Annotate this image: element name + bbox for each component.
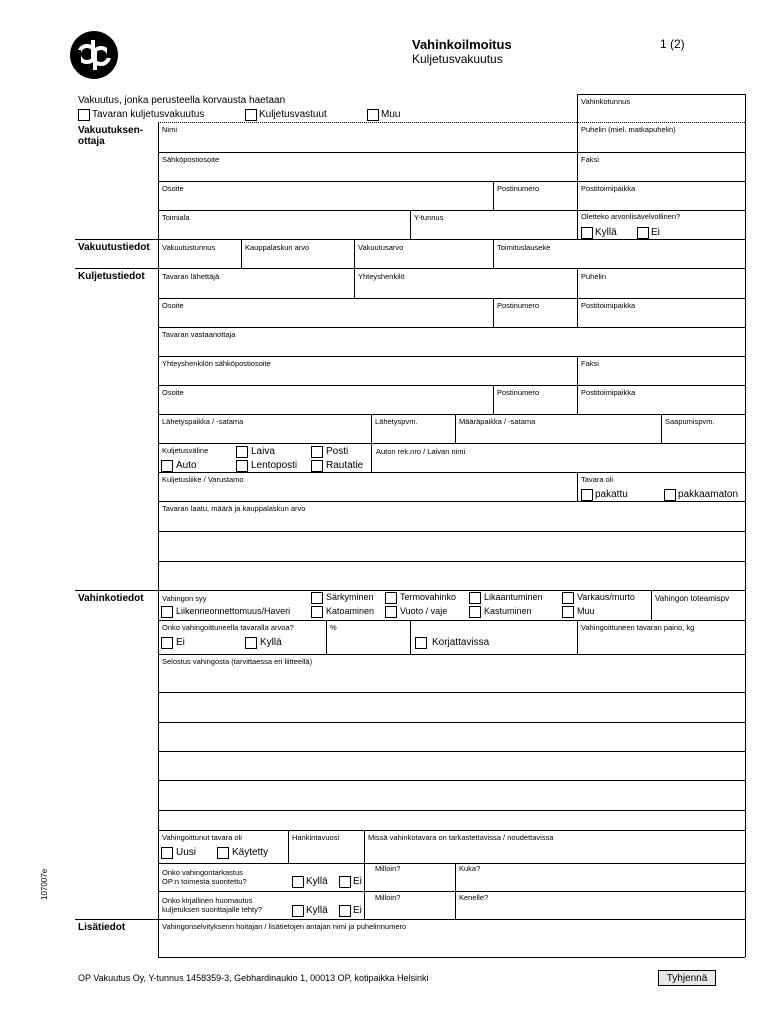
value-yes-label: Kyllä — [260, 637, 282, 648]
checkbox-new[interactable] — [161, 847, 173, 859]
checkbox-traffic[interactable] — [161, 606, 173, 618]
option-other-insurance: Muu — [381, 109, 401, 120]
checkbox-other-insurance[interactable] — [367, 109, 379, 121]
checkbox-rail[interactable] — [311, 460, 323, 472]
checkbox-soiling[interactable] — [469, 592, 481, 604]
checkbox-repairable[interactable] — [415, 637, 427, 649]
checkbox-loss[interactable] — [311, 606, 323, 618]
traffic-label: Liikenneonnettomuus/Haveri — [176, 606, 291, 616]
arrival-date-label: Saapumispvm. — [665, 417, 715, 426]
transport-postal-town-label: Postitoimipaikka — [581, 301, 636, 310]
sender-label: Tavaran lähettäjä — [162, 272, 220, 281]
when2-label: Milloin? — [375, 893, 401, 902]
handler-label: Vahingonselvityksenn hoitajan / lisätietojen antajan nimi ja puhelinnumero — [162, 922, 407, 931]
recipient-label: Tavaran vastaanottaja — [162, 330, 236, 339]
unpacked-label: pakkaamaton — [678, 489, 739, 500]
carrier-label: Kuljetusliike / Varustamo — [162, 475, 244, 484]
business-id-label: Y-tunnus — [414, 213, 444, 222]
acquisition-year-label: Hankintavuosi — [292, 833, 340, 842]
survey-question-line2: OP:n toimesta suoritettu? — [162, 877, 247, 886]
checkbox-air-post[interactable] — [236, 460, 248, 472]
email-label: Sähköpostiosoite — [162, 155, 220, 164]
transport-address-label: Osoite — [162, 301, 184, 310]
packed-label: pakattu — [595, 489, 628, 500]
checkbox-other-cause[interactable] — [562, 606, 574, 618]
checkbox-carrier-liability[interactable] — [245, 109, 257, 121]
contact-email-label: Yhteyshenkilön sähköpostiosoite — [162, 359, 271, 368]
soiling-label: Likaantuminen — [484, 592, 543, 602]
goods-description-label: Tavaran laatu, määrä ja kauppalaskun arvo — [162, 504, 306, 513]
op-logo-icon — [69, 30, 119, 80]
checkbox-packed[interactable] — [581, 489, 593, 501]
insured-value-label: Vakuutusarvo — [358, 243, 404, 252]
notice-question-line2: kuljetuksen suorittajalle tehty? — [162, 905, 263, 914]
vat-no-label: Ei — [651, 227, 660, 238]
option-cargo-insurance: Tavaran kuljetusvakuutus — [92, 109, 205, 120]
form-code: 107007e — [40, 868, 49, 900]
used-label: Käytetty — [232, 847, 269, 858]
checkbox-thermal[interactable] — [385, 592, 397, 604]
notice-question-line1: Onko kirjallinen huomautus — [162, 896, 253, 905]
value-no-label: Ei — [176, 637, 185, 648]
checkbox-used[interactable] — [217, 847, 229, 859]
section-insurance-info: Vakuutustiedot — [78, 242, 150, 253]
post-label: Posti — [326, 446, 349, 457]
fax-label: Faksi — [581, 155, 599, 164]
phone-label: Puhelin (miel. matkapuhelin) — [581, 125, 676, 134]
damaged-goods-label: Vahingoittunut tavara oli — [162, 833, 242, 842]
notice-no-label: Ei — [353, 905, 362, 916]
section-transport: Kuljetustiedot — [78, 271, 145, 282]
damage-number-field[interactable] — [577, 94, 745, 121]
theft-label: Varkaus/murto — [577, 592, 635, 602]
checkbox-unpacked[interactable] — [664, 489, 676, 501]
contact-label: Yhteyshenkilö — [358, 272, 405, 281]
other-cause-label: Muu — [577, 606, 595, 616]
name-label: Nimi — [162, 125, 177, 134]
checkbox-leak[interactable] — [385, 606, 397, 618]
transport-postal-town2-label: Postitoimipaikka — [581, 388, 636, 397]
weight-label: Vahingoittuneen tavaran paino, kg — [581, 623, 695, 632]
vat-yes-label: Kyllä — [595, 227, 617, 238]
thermal-label: Termovahinko — [400, 592, 457, 602]
checkbox-survey-yes[interactable] — [292, 876, 304, 888]
departure-place-label: Lähetyspaikka / -satama — [162, 417, 244, 426]
clear-button[interactable]: Tyhjennä — [658, 970, 716, 986]
transport-phone-label: Puhelin — [581, 272, 607, 281]
checkbox-value-yes[interactable] — [245, 637, 257, 649]
checkbox-car[interactable] — [161, 460, 173, 472]
transport-postal-code2-label: Postinumero — [497, 388, 540, 397]
damage-number-label: Vahinkotunnus — [581, 97, 631, 106]
inspection-place-label: Missä vahinkotavara on tarkastettavissa / noudettavissa — [368, 833, 554, 842]
checkbox-notice-no[interactable] — [339, 905, 351, 917]
checkbox-notice-yes[interactable] — [292, 905, 304, 917]
ship-label: Laiva — [251, 446, 275, 457]
leak-label: Vuoto / vaje — [400, 606, 448, 616]
checkbox-wetting[interactable] — [469, 606, 481, 618]
survey-question-line1: Onko vahingontarkastus — [162, 868, 243, 877]
percent-label: % — [330, 623, 337, 632]
who-label: Kuka? — [459, 864, 481, 873]
departure-date-label: Lähetyspvm. — [375, 417, 418, 426]
page-number: 1 (2) — [660, 37, 685, 51]
address-label: Osoite — [162, 184, 184, 193]
policy-id-label: Vakuutustunnus — [162, 243, 216, 252]
checkbox-post[interactable] — [311, 446, 323, 458]
rail-label: Rautatie — [326, 460, 364, 471]
checkbox-vat-yes[interactable] — [581, 227, 593, 239]
checkbox-breakage[interactable] — [311, 592, 323, 604]
transport-postal-code-label: Postinumero — [497, 301, 540, 310]
description-label: Selostus vahingosta (tarvittaessa eri liitteellä) — [162, 657, 313, 666]
insurance-basis-question: Vakuutus, jonka perusteella korvausta haetaan — [78, 95, 286, 106]
checkbox-cargo-insurance[interactable] — [78, 109, 90, 121]
vehicle-reg-label: Auton rek.nro / Laivan nimi — [376, 447, 466, 456]
car-label: Auto — [176, 460, 197, 471]
detection-date-label: Vahingon toteamispv — [655, 594, 730, 603]
checkbox-survey-no[interactable] — [339, 876, 351, 888]
survey-yes-label: Kyllä — [306, 876, 328, 887]
section-additional: Lisätiedot — [78, 922, 126, 933]
transport-address2-label: Osoite — [162, 388, 184, 397]
goods-were-label: Tavara oli — [581, 475, 614, 484]
checkbox-theft[interactable] — [562, 592, 574, 604]
when-label: Milloin? — [375, 864, 401, 873]
industry-label: Toimiala — [162, 213, 190, 222]
conveyance-label: Kuljetusväline — [162, 446, 209, 455]
value-reduced-label: Onko vahingoittuneella tavaralla arvoa? — [162, 623, 294, 632]
survey-no-label: Ei — [353, 876, 362, 887]
postal-code-label: Postinumero — [497, 184, 540, 193]
cause-label: Vahingon syy — [162, 594, 207, 603]
breakage-label: Särkyminen — [326, 592, 374, 602]
transport-fax-label: Faksi — [581, 359, 599, 368]
checkbox-ship[interactable] — [236, 446, 248, 458]
footer-company: OP Vakuutus Oy, Y-tunnus 1458359-3, Gebhardinaukio 1, 00013 OP, kotipaikka Helsinki — [78, 973, 429, 983]
form-subtitle: Kuljetusvakuutus — [412, 52, 503, 66]
option-carrier-liability: Kuljetusvastuut — [259, 109, 327, 120]
notice-yes-label: Kyllä — [306, 905, 328, 916]
section-policyholder: Vakuutuksen- ottaja — [78, 125, 144, 147]
new-label: Uusi — [176, 847, 197, 858]
section-damage: Vahinkotiedot — [78, 593, 144, 604]
checkbox-value-no[interactable] — [161, 637, 173, 649]
air-post-label: Lentoposti — [251, 460, 298, 471]
vat-question: Oletteko arvonlisävelvollinen? — [581, 212, 681, 221]
destination-label: Määräpaikka / -satama — [459, 417, 536, 426]
postal-town-label: Postitoimipaikka — [581, 184, 636, 193]
checkbox-vat-no[interactable] — [637, 227, 649, 239]
invoice-value-label: Kauppalaskun arvo — [245, 243, 310, 252]
loss-label: Katoaminen — [326, 606, 375, 616]
delivery-terms-label: Toimituslauseke — [497, 243, 551, 252]
form-title: Vahinkoilmoitus — [412, 37, 512, 52]
to-whom-label: Kenelle? — [459, 893, 489, 902]
wetting-label: Kastuminen — [484, 606, 532, 616]
repairable-label: Korjattavissa — [432, 637, 490, 648]
